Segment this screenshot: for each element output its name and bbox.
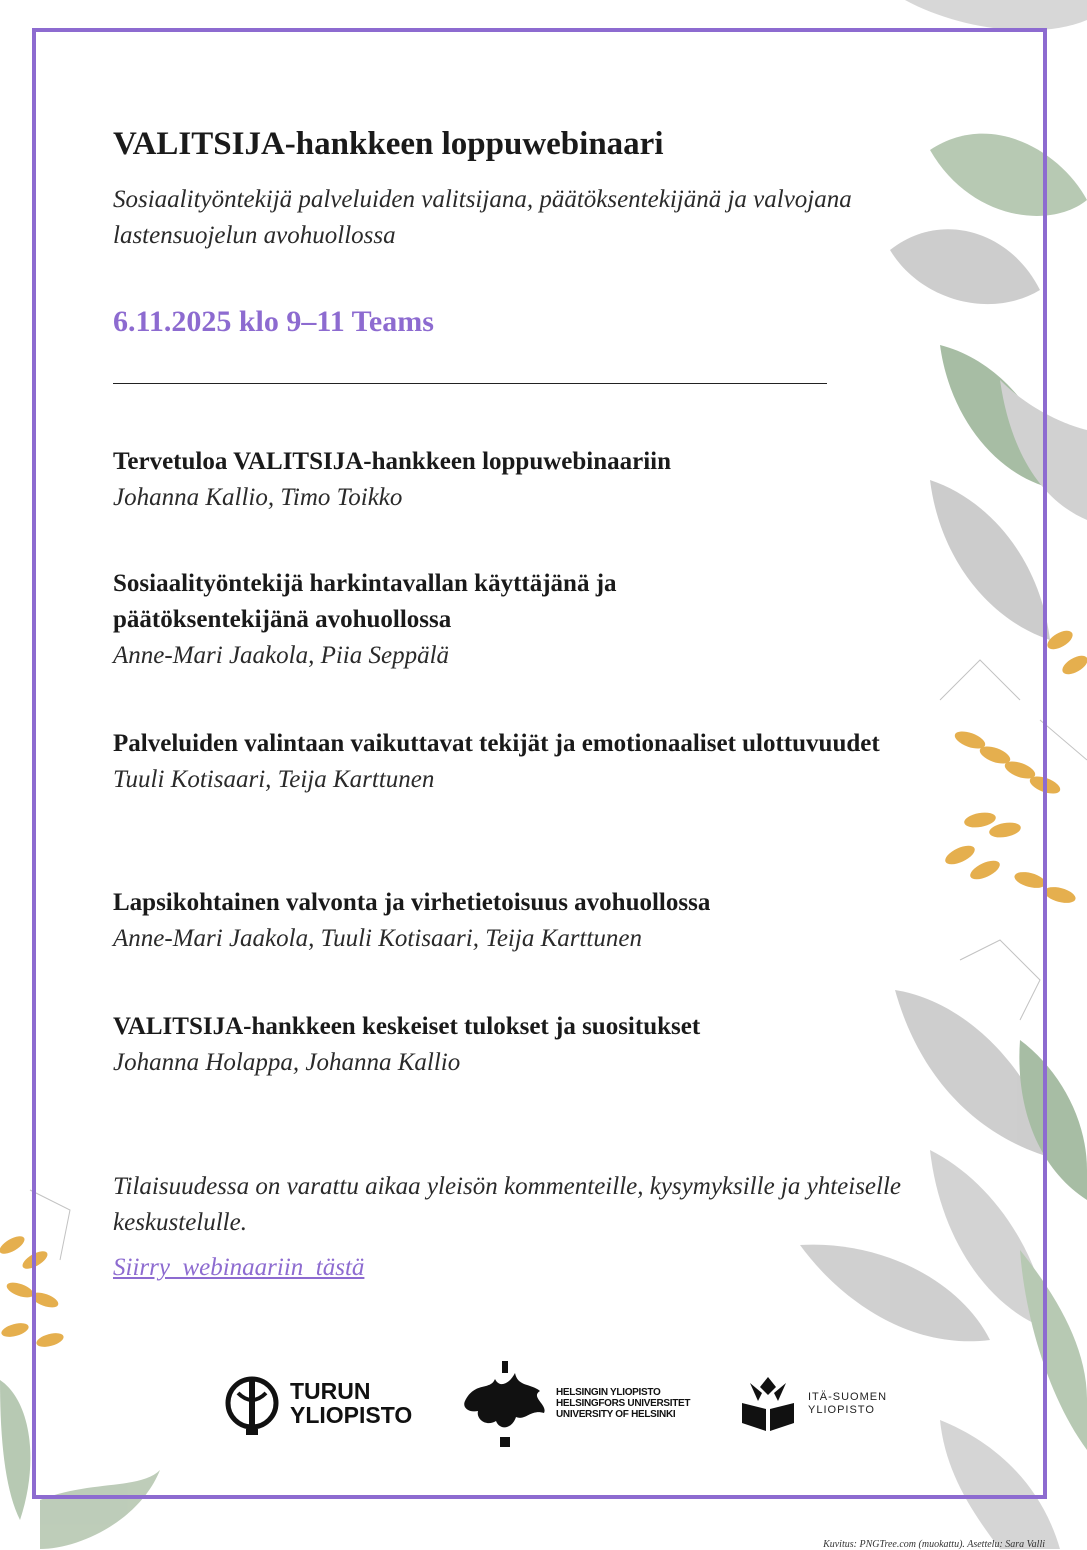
program-item	[113, 566, 923, 674]
event-note: Tilaisuudessa on varattu aikaa yleisön kommenteille, kysymyksille ja yhteiselle keskustelulle.	[113, 1173, 902, 1236]
helsinki-flame-icon	[460, 1361, 550, 1447]
program-item	[113, 726, 923, 798]
event-date-time: 6.11.2025 klo 9–11 Teams	[113, 305, 434, 338]
divider-line	[113, 383, 827, 384]
program-item-title: VALITSIJA-hankkeen keskeiset tulokset ja suositukset	[113, 1013, 701, 1040]
page-title: VALITSIJA-hankkeen loppuwebinaari	[113, 126, 664, 162]
helsinki-logo-line3: UNIVERSITY OF HELSINKI	[556, 1409, 676, 1420]
program-item-title: Sosiaalityöntekijä harkintavallan käyttäjänä ja päätöksentekijänä avohuollossa	[113, 570, 617, 633]
program-item	[113, 1009, 923, 1081]
helsinki-logo-line2: HELSINGFORS UNIVERSITET	[556, 1398, 691, 1409]
program-item-title: Lapsikohtainen valvonta ja virhetietoisuus avohuollossa	[113, 889, 711, 916]
helsinki-university-logo	[460, 1365, 710, 1445]
turku-logo-line1: TURUN	[290, 1378, 371, 1404]
turku-logo-line2: YLIOPISTO	[290, 1402, 413, 1428]
program-item-speakers: Anne-Mari Jaakola, Tuuli Kotisaari, Teija Karttunen	[113, 925, 642, 952]
webinar-link[interactable]: Siirry_webinaariin_tästä	[113, 1254, 365, 1281]
program-item-speakers: Johanna Kallio, Timo Toikko	[113, 484, 403, 511]
ita-suomi-logo-line1: ITÄ-SUOMEN	[808, 1391, 888, 1403]
helsinki-logo-line1: HELSINGIN YLIOPISTO	[556, 1387, 661, 1398]
turku-emblem-icon	[224, 1373, 280, 1437]
program-item	[113, 444, 923, 516]
program-item-title: Tervetuloa VALITSIJA-hankkeen loppuwebinaariin	[113, 448, 672, 475]
program-item-speakers: Tuuli Kotisaari, Teija Karttunen	[113, 766, 435, 793]
partner-logos	[224, 1365, 904, 1455]
ita-suomi-logo-line2: YLIOPISTO	[808, 1404, 875, 1416]
program-item-speakers: Johanna Holappa, Johanna Kallio	[113, 1049, 461, 1076]
program-item	[113, 885, 923, 957]
image-credits: Kuvitus: PNGTree.com (muokattu). Asettelu: Sara Valli	[823, 1539, 1045, 1550]
program-item-title: Palveluiden valintaan vaikuttavat tekijät ja emotionaaliset ulottuvuudet	[113, 730, 880, 757]
ita-suomi-university-logo	[740, 1365, 910, 1445]
page-subtitle: Sosiaalityöntekijä palveluiden valitsijana, päätöksentekijänä ja valvojana lastensuojelun avohuollossa	[113, 186, 852, 249]
book-tree-icon	[740, 1373, 796, 1433]
program-item-speakers: Anne-Mari Jaakola, Piia Seppälä	[113, 642, 450, 669]
turku-university-logo	[224, 1365, 424, 1445]
